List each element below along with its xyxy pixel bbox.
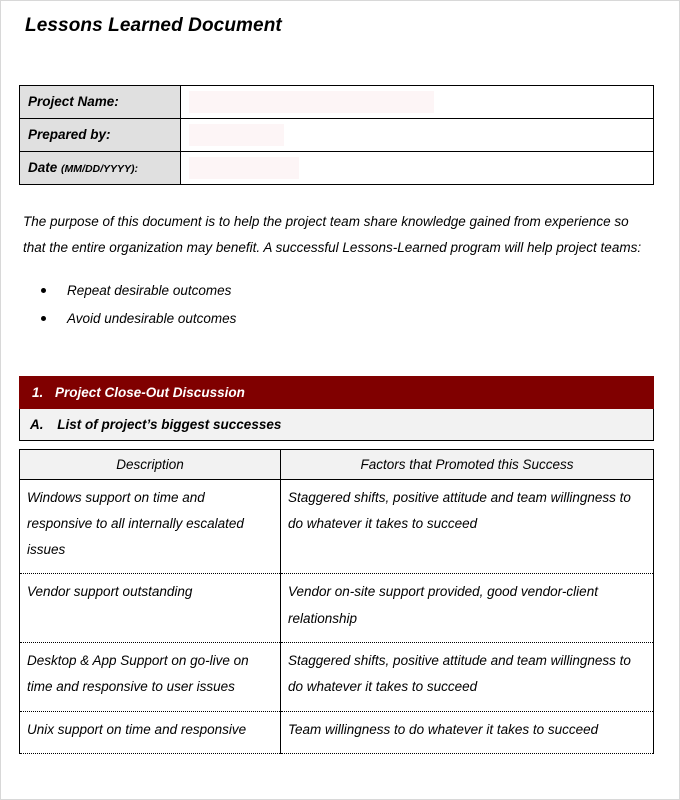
redacted-block-project-name: [189, 91, 434, 113]
table-row: [20, 574, 654, 643]
bullet-dot-icon: [41, 316, 46, 321]
info-row-date: [20, 151, 654, 184]
redacted-block-prepared-by: [189, 124, 284, 146]
info-value-date[interactable]: [181, 151, 654, 184]
section-number: 1.: [32, 384, 44, 400]
cell-factors: Staggered shifts, positive attitude and team willingness to do whatever it takes to succeed: [281, 479, 654, 574]
purpose-bullet-list: [19, 284, 657, 326]
cell-description: Unix support on time and responsive: [20, 711, 281, 753]
info-value-project-name[interactable]: [181, 85, 654, 118]
info-label-text: Date: [28, 160, 58, 176]
subsection-title: List of project’s biggest successes: [57, 416, 282, 432]
info-label-project-name: [20, 85, 181, 118]
cell-factors: Vendor on-site support provided, good vendor-client relationship: [281, 574, 654, 643]
column-header-description: Description: [20, 449, 281, 479]
purpose-paragraph: The purpose of this document is to help the project team share knowledge gained from experience so that the entire organization may benefit. A successful Lessons-Learned program will help project teams:: [23, 213, 642, 256]
successes-table: [19, 449, 654, 755]
section-title: Project Close-Out Discussion: [55, 384, 245, 400]
info-value-prepared-by[interactable]: [181, 118, 654, 151]
section-1-block: [19, 376, 654, 441]
list-item-label: Avoid undesirable outcomes: [67, 311, 237, 327]
redacted-block-date: [189, 157, 299, 179]
section-1-banner: [19, 376, 654, 409]
info-row-project-name: [20, 85, 654, 118]
table-header-row: [20, 449, 654, 479]
info-label-date: [20, 151, 181, 184]
cell-factors: Staggered shifts, positive attitude and team willingness to do whatever it takes to succeed: [281, 643, 654, 712]
info-label-prepared-by: [20, 118, 181, 151]
cell-factors: Team willingness to do whatever it takes to succeed: [281, 711, 654, 753]
info-label-text: Prepared by:: [28, 127, 111, 143]
table-row: [20, 479, 654, 574]
info-label-date-format: (MM/DD/YYYY):: [61, 163, 139, 176]
info-label-text: Project Name:: [28, 94, 119, 110]
column-header-factors: Factors that Promoted this Success: [281, 449, 654, 479]
bullet-dot-icon: [41, 288, 46, 293]
list-item-label: Repeat desirable outcomes: [67, 282, 232, 298]
cell-description: Vendor support outstanding: [20, 574, 281, 643]
table-row: [20, 711, 654, 753]
page-title: Lessons Learned Document: [25, 15, 282, 36]
info-row-prepared-by: [20, 118, 654, 151]
list-item: [19, 312, 657, 326]
project-info-table: [19, 85, 654, 185]
cell-description: Desktop & App Support on go-live on time and responsive to user issues: [20, 643, 281, 712]
subsection-letter: A.: [30, 416, 44, 432]
cell-description: Windows support on time and responsive to all internally escalated issues: [20, 479, 281, 574]
table-row: [20, 643, 654, 712]
list-item: [19, 284, 657, 298]
subsection-a-bar: [19, 409, 654, 441]
